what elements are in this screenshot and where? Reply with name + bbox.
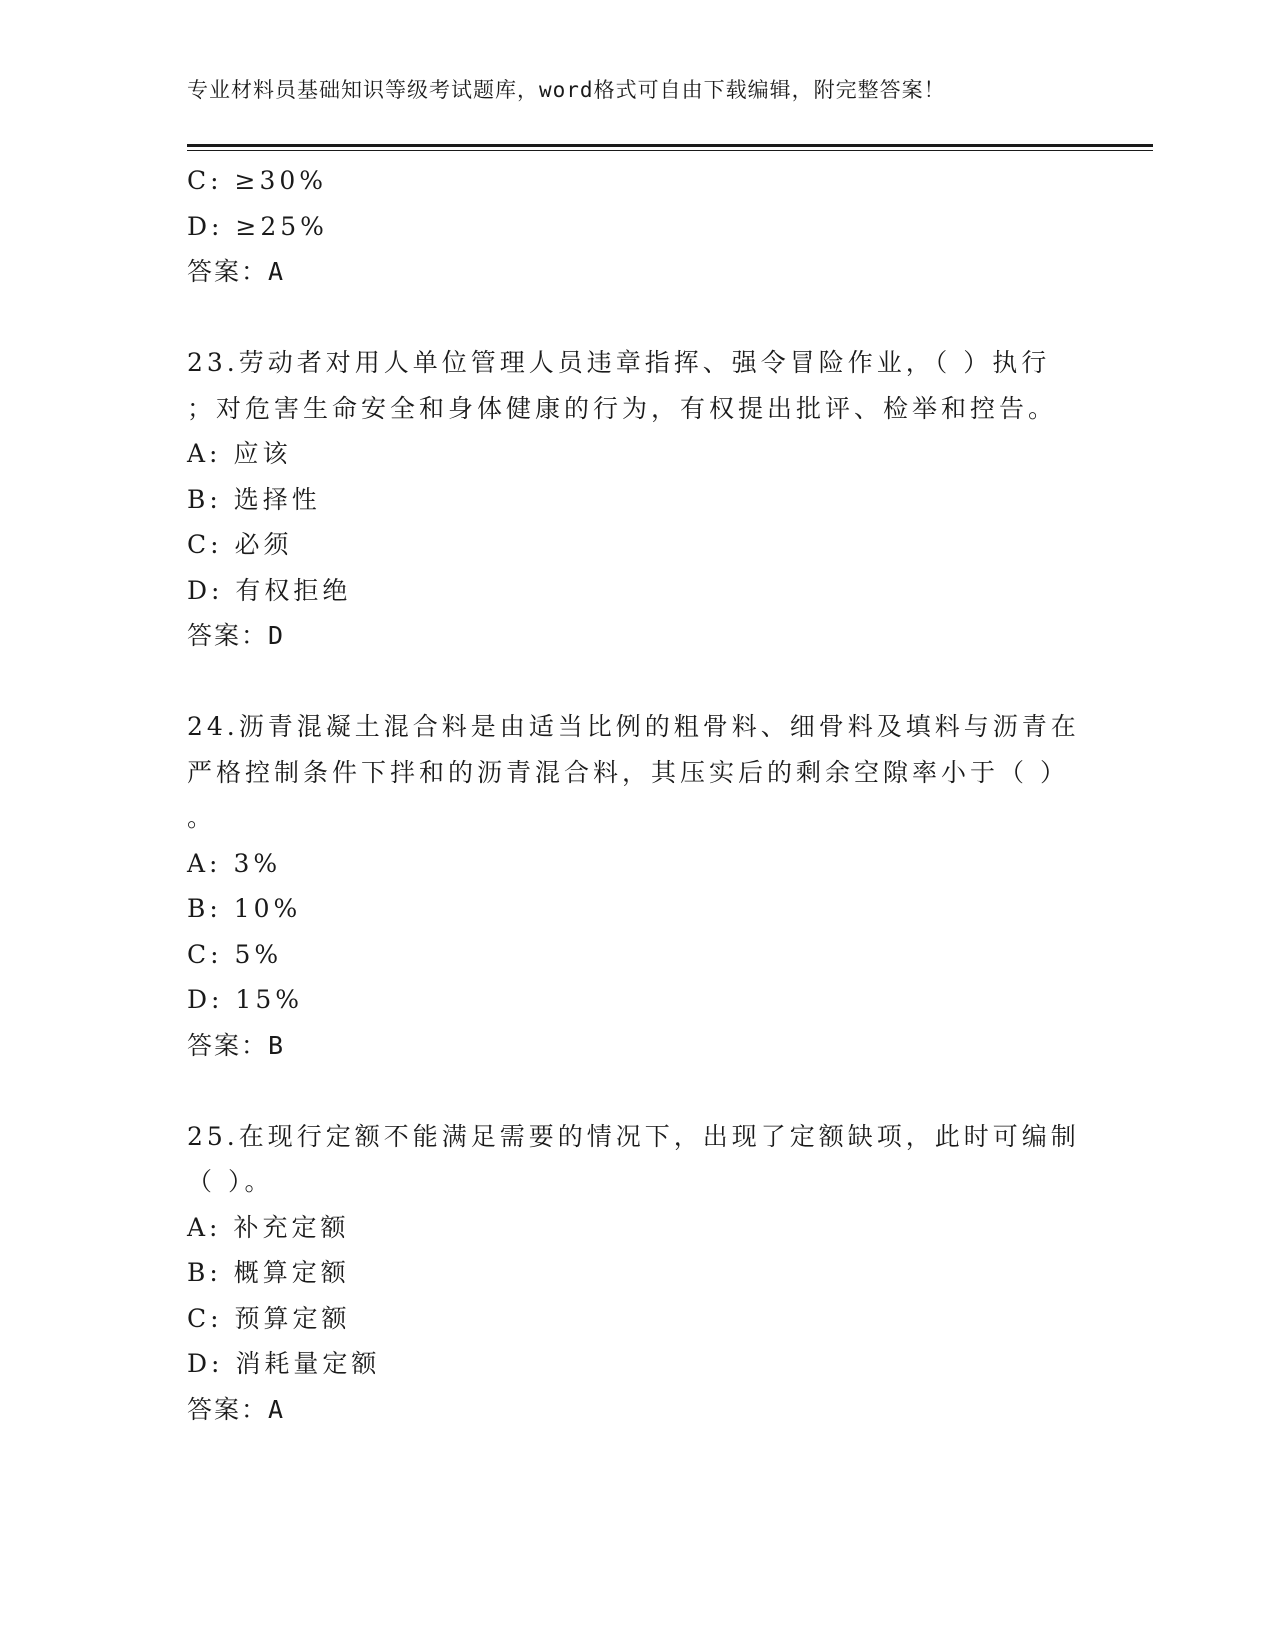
- option-letter: D:: [187, 1349, 224, 1378]
- option-letter: A:: [187, 1212, 222, 1242]
- answer-line: [187, 249, 1087, 295]
- question-spacer: [187, 295, 1087, 341]
- option-text: 选择性: [233, 484, 321, 514]
- option-text: 消耗量定额: [235, 1349, 381, 1378]
- option-letter: C:: [187, 166, 223, 195]
- option-letter: C:: [187, 939, 223, 969]
- option-text: 15%: [235, 985, 303, 1014]
- header-rule-thick: [187, 144, 1153, 147]
- option-c: [187, 158, 1087, 204]
- option-text: 补充定额: [233, 1212, 350, 1242]
- option-letter: C:: [187, 1303, 223, 1333]
- option-c: [187, 522, 1087, 568]
- option-c: [187, 1296, 1087, 1342]
- question-stem-line: 24.沥青混凝土混合料是由适当比例的粗骨料、细骨料及填料与沥青在: [187, 712, 1080, 741]
- option-b: [187, 886, 1087, 932]
- option-text: ≥25%: [235, 211, 328, 241]
- question-stem-line: ；对危害生命安全和身体健康的行为，有权提出批评、检举和控告。: [187, 393, 1058, 423]
- answer-line: [187, 1387, 1087, 1433]
- option-letter: C:: [187, 530, 223, 559]
- header-rule-thin: [187, 150, 1153, 151]
- answer-value: A: [268, 257, 286, 286]
- option-text: 5%: [234, 939, 283, 969]
- answer-label: 答案：: [187, 257, 269, 286]
- option-b: [187, 1250, 1087, 1296]
- question-stem-line: 严格控制条件下拌和的沥青混合料，其压实后的剩余空隙率小于（ ）: [187, 757, 1069, 787]
- page-header: 专业材料员基础知识等级考试题库，word格式可自由下载编辑，附完整答案！: [187, 78, 946, 102]
- option-d: [187, 1341, 1087, 1387]
- option-letter: B:: [187, 894, 222, 923]
- option-b: [187, 477, 1087, 523]
- question-22-continued: [187, 158, 1087, 295]
- option-letter: D:: [187, 211, 224, 241]
- answer-value: A: [268, 1394, 286, 1424]
- option-letter: A:: [187, 439, 222, 468]
- question-stem-line: 23.劳动者对用人单位管理人员违章指挥、强令冒险作业，（ ）执行: [187, 348, 1051, 377]
- option-letter: D:: [187, 985, 224, 1014]
- question-stem-line: （ ）。: [187, 1167, 274, 1196]
- option-text: 应该: [233, 439, 292, 468]
- option-text: 10%: [233, 894, 302, 923]
- answer-label: 答案：: [187, 1394, 269, 1424]
- answer-line: [187, 1023, 1087, 1069]
- question-spacer: [187, 659, 1087, 705]
- option-text: 预算定额: [234, 1303, 351, 1333]
- answer-label: 答案：: [187, 1030, 269, 1060]
- option-d: [187, 568, 1087, 614]
- answer-label: 答案：: [187, 621, 269, 650]
- option-text: 必须: [234, 530, 293, 559]
- answer-value: D: [268, 621, 286, 650]
- question-23: [187, 340, 1087, 659]
- option-d: [187, 977, 1087, 1023]
- option-letter: D:: [187, 575, 224, 605]
- option-text: 概算定额: [233, 1258, 350, 1287]
- option-d: [187, 204, 1087, 250]
- option-letter: B:: [187, 484, 222, 514]
- option-c: [187, 932, 1087, 978]
- question-stem-line: 25.在现行定额不能满足需要的情况下，出现了定额缺项，此时可编制: [187, 1121, 1080, 1151]
- question-stem-line: 。: [187, 803, 217, 832]
- option-a: [187, 1205, 1087, 1251]
- answer-line: [187, 613, 1087, 659]
- option-text: 3%: [233, 848, 282, 878]
- question-25: [187, 1114, 1087, 1433]
- answer-value: B: [268, 1030, 286, 1060]
- option-letter: A:: [187, 848, 222, 878]
- option-text: 有权拒绝: [235, 575, 352, 605]
- question-24: [187, 704, 1087, 1068]
- option-text: ≥30%: [234, 166, 328, 195]
- question-spacer: [187, 1068, 1087, 1114]
- option-letter: B:: [187, 1258, 222, 1287]
- option-a: [187, 841, 1087, 887]
- question-content: [187, 158, 1087, 1432]
- option-a: [187, 431, 1087, 477]
